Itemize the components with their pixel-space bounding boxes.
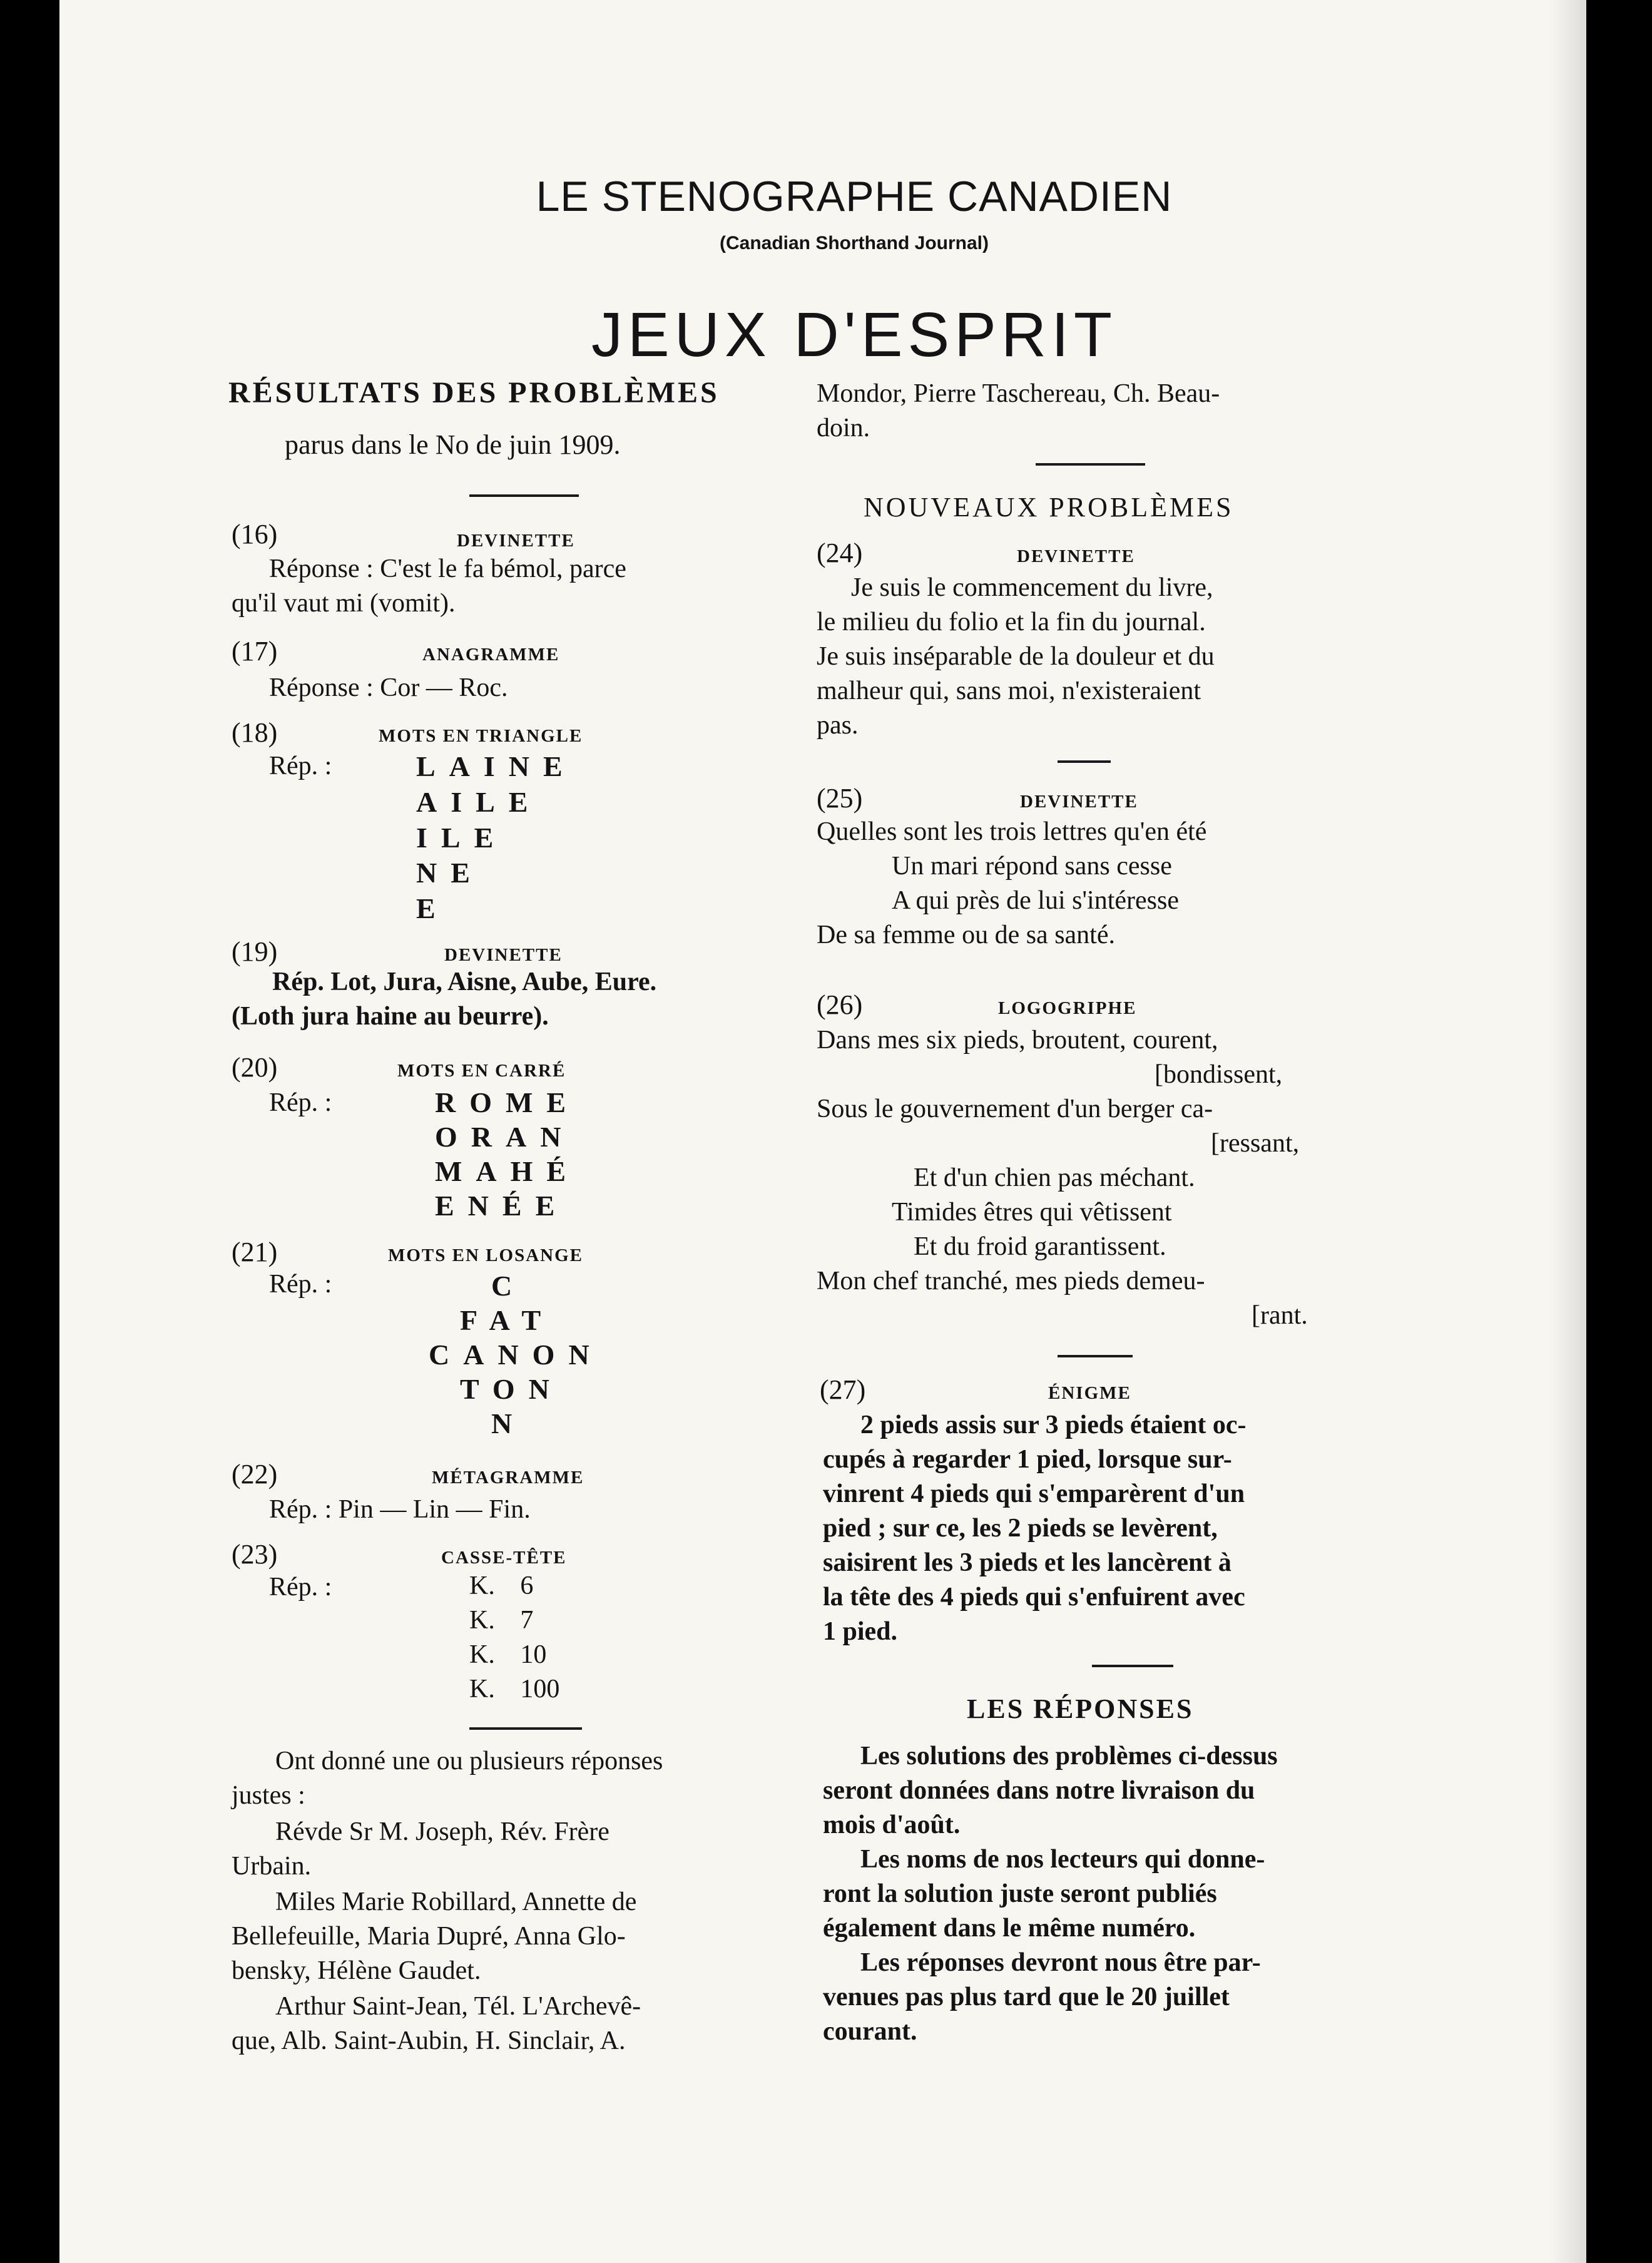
continued-text: doin. (817, 414, 870, 442)
solvers-line: que, Alb. Saint-Aubin, H. Sinclair, A. (232, 2026, 626, 2055)
responses-text: également dans le même numéro. (823, 1914, 1196, 1943)
problem-text: Et d'un chien pas méchant. (914, 1163, 1195, 1192)
problem-text: [bondissent, (1155, 1060, 1283, 1089)
divider-rule (1058, 760, 1111, 763)
problem-label: MOTS EN LOSANGE (388, 1245, 583, 1265)
responses-heading: LES RÉPONSES (967, 1693, 1194, 1724)
problem-number: (26) (817, 989, 863, 1020)
problem-text: Un mari répond sans cesse (892, 852, 1172, 881)
problem-text: cupés à regarder 1 pied, lorsque sur- (823, 1445, 1232, 1474)
solvers-line: Ont donné une ou plusieurs réponses (275, 1747, 663, 1775)
problem-label: MOTS EN CARRÉ (397, 1061, 566, 1081)
results-heading: RÉSULTATS DES PROBLÈMES (228, 376, 720, 409)
responses-text: mois d'août. (823, 1811, 961, 1839)
answer-row: K. 7 (469, 1606, 534, 1635)
answer-row: AILE (416, 786, 542, 818)
solvers-line: Bellefeuille, Maria Dupré, Anna Glo- (232, 1922, 626, 1951)
problem-text: malheur qui, sans moi, n'existeraient (817, 677, 1201, 705)
answer-row: ILE (416, 822, 507, 854)
problem-text: Timides êtres qui vêtissent (892, 1198, 1172, 1227)
problem-label: DEVINETTE (1020, 792, 1138, 812)
problem-text: saisirent les 3 pieds et les lancèrent à (823, 1548, 1231, 1577)
answer-row: MAHÉ (435, 1155, 580, 1187)
problem-text: Je suis inséparable de la douleur et du (817, 642, 1215, 671)
answer-row: ENÉE (435, 1190, 569, 1222)
problem-text: A qui près de lui s'intéresse (892, 886, 1179, 915)
problem-text: pas. (817, 711, 859, 740)
answer-row: N (491, 1407, 526, 1439)
solvers-line: Urbain. (232, 1852, 312, 1881)
solvers-line: Arthur Saint-Jean, Tél. L'Archevê- (275, 1992, 641, 2021)
problem-label: DEVINETTE (444, 945, 563, 965)
problem-number: (25) (817, 783, 863, 814)
answer-row: C (491, 1270, 526, 1302)
problem-label: MOTS EN TRIANGLE (379, 726, 583, 746)
problem-text: [rant. (1252, 1301, 1308, 1330)
answer-row: K. 100 (469, 1675, 560, 1704)
problem-text: le milieu du folio et la fin du journal. (817, 608, 1206, 636)
solvers-line: Révde Sr M. Joseph, Rév. Frère (275, 1817, 609, 1846)
responses-text: courant. (823, 2017, 917, 2046)
problem-label: ÉNIGME (1048, 1383, 1131, 1403)
answer-text: Réponse : Cor — Roc. (269, 673, 508, 702)
answer-text: (Loth jura haine au beurre). (232, 1002, 549, 1031)
scanned-page (59, 0, 1586, 2263)
problem-number: (16) (232, 519, 278, 549)
solvers-line: bensky, Hélène Gaudet. (232, 1956, 481, 1985)
problem-text: Mon chef tranché, mes pieds demeu- (817, 1267, 1205, 1295)
answer-row: E (416, 892, 449, 924)
problem-number: (19) (232, 936, 278, 967)
answer-prefix: Rép. : (269, 1088, 332, 1117)
answer-prefix: Rép. : (269, 752, 332, 780)
problem-number: (27) (820, 1374, 866, 1405)
problem-number: (18) (232, 717, 278, 748)
problem-number: (17) (232, 636, 278, 667)
problem-label: LOGOGRIPHE (998, 998, 1137, 1018)
answer-row: TON (460, 1373, 563, 1405)
divider-rule (1058, 1355, 1133, 1357)
problem-number: (24) (817, 538, 863, 568)
responses-text: Les réponses devront nous être par- (860, 1948, 1261, 1977)
problem-text: Sous le gouvernement d'un berger ca- (817, 1095, 1213, 1123)
answer-row: FAT (460, 1304, 555, 1336)
responses-text: venues pas plus tard que le 20 juillet (823, 1983, 1230, 2011)
answer-text: Réponse : C'est le fa bémol, parce (269, 554, 626, 583)
problem-label: MÉTAGRAMME (432, 1468, 584, 1488)
problem-number: (22) (232, 1459, 278, 1489)
results-subheading: parus dans le No de juin 1909. (285, 429, 621, 460)
problem-label: CASSE-TÊTE (441, 1548, 567, 1568)
answer-text: Rép. : Pin — Lin — Fin. (269, 1495, 531, 1524)
problem-label: DEVINETTE (1017, 546, 1135, 566)
problem-text: [ressant, (1211, 1129, 1300, 1158)
divider-rule (1036, 463, 1145, 466)
answer-row: LAINE (416, 750, 576, 782)
journal-title: LE STENOGRAPHE CANADIEN (536, 173, 1173, 220)
answer-row: K. 10 (469, 1640, 547, 1669)
problem-text: 2 pieds assis sur 3 pieds étaient oc- (860, 1411, 1247, 1439)
answer-row: NE (416, 857, 484, 889)
solvers-line: justes : (232, 1781, 305, 1810)
answer-text: Rép. Lot, Jura, Aisne, Aube, Eure. (272, 968, 657, 996)
new-problems-heading: NOUVEAUX PROBLÈMES (864, 492, 1234, 523)
problem-text: Et du froid garantissent. (914, 1232, 1166, 1261)
problem-text: De sa femme ou de sa santé. (817, 921, 1115, 949)
journal-subtitle: (Canadian Shorthand Journal) (719, 233, 989, 253)
problem-text: Dans mes six pieds, broutent, courent, (817, 1026, 1218, 1055)
responses-text: Les solutions des problèmes ci-dessus (860, 1742, 1278, 1770)
solvers-line: Miles Marie Robillard, Annette de (275, 1888, 637, 1916)
continued-text: Mondor, Pierre Taschereau, Ch. Beau- (817, 379, 1220, 408)
problem-text: Quelles sont les trois lettres qu'en été (817, 817, 1207, 846)
problem-label: DEVINETTE (457, 531, 575, 551)
answer-prefix: Rép. : (269, 1573, 332, 1601)
problem-text: Je suis le commencement du livre, (851, 573, 1213, 602)
answer-text: qu'il vaut mi (vomit). (232, 589, 456, 618)
problem-text: pied ; sur ce, les 2 pieds se levèrent, (823, 1514, 1218, 1543)
problem-label: ANAGRAMME (422, 645, 560, 665)
responses-text: ront la solution juste seront publiés (823, 1879, 1217, 1908)
answer-prefix: Rép. : (269, 1270, 332, 1299)
answer-row: ORAN (435, 1121, 575, 1153)
problem-number: (23) (232, 1539, 278, 1570)
problem-number: (21) (232, 1237, 278, 1267)
responses-text: seront données dans notre livraison du (823, 1776, 1255, 1805)
section-title: JEUX D'ESPRIT (591, 300, 1117, 370)
divider-rule (469, 1727, 582, 1730)
answer-row: ROME (435, 1086, 580, 1118)
problem-text: vinrent 4 pieds qui s'emparèrent d'un (823, 1479, 1245, 1508)
problem-text: 1 pied. (823, 1617, 898, 1646)
problem-text: la tête des 4 pieds qui s'enfuirent avec (823, 1583, 1245, 1612)
page-edge-shadow (1549, 0, 1586, 2263)
answer-row: CANON (429, 1339, 603, 1371)
responses-text: Les noms de nos lecteurs qui donne- (860, 1845, 1265, 1874)
divider-rule (469, 494, 579, 497)
divider-rule (1092, 1665, 1173, 1667)
answer-row: K. 6 (469, 1571, 534, 1600)
problem-number: (20) (232, 1052, 278, 1083)
